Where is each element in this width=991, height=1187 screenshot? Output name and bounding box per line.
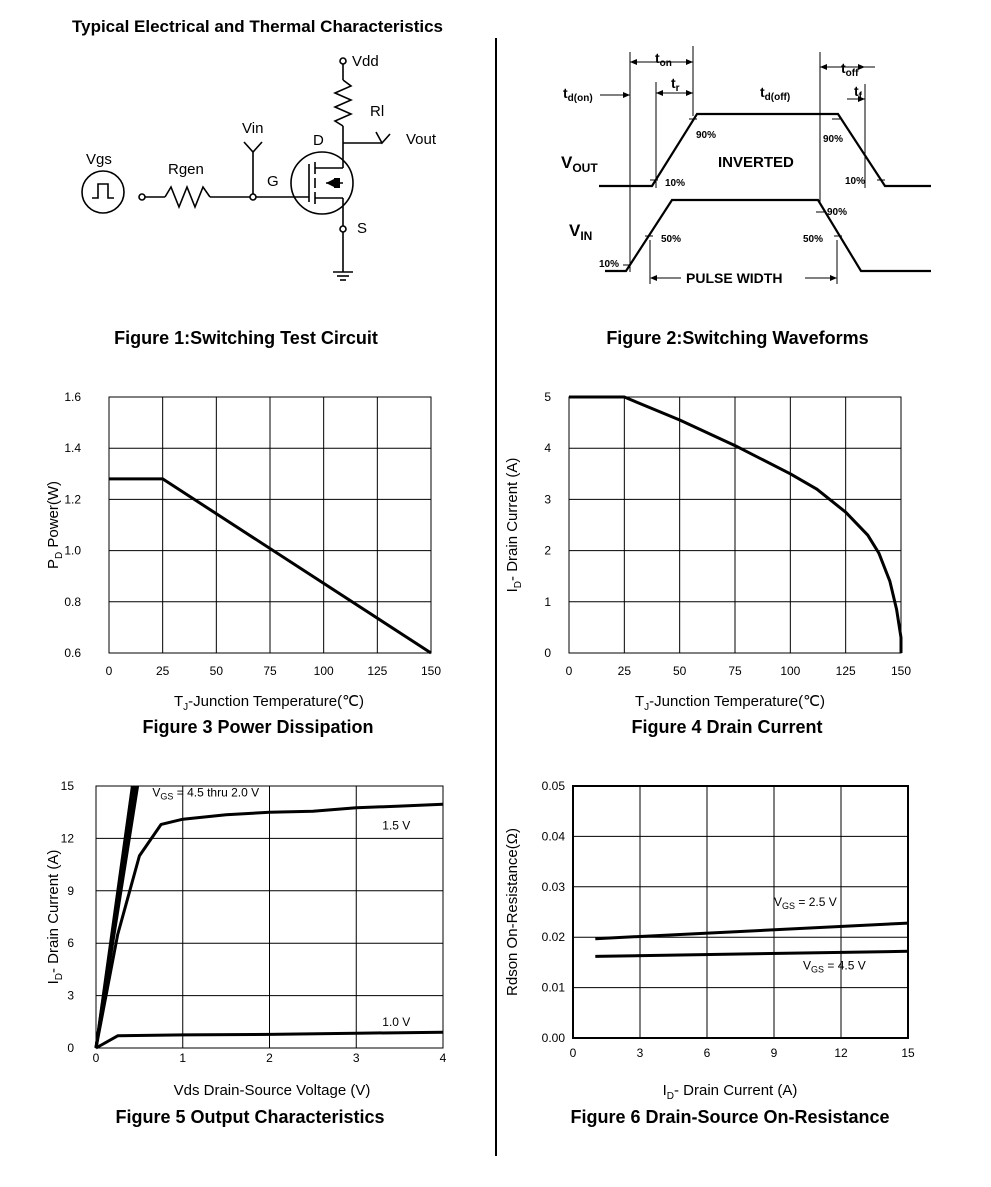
x-tick-label: 12	[834, 1046, 848, 1060]
fig4-caption: Figure 4 Drain Current	[631, 717, 823, 737]
x-tick-label: 4	[439, 1051, 447, 1065]
annotation-rest: = 4.5 V	[824, 958, 866, 973]
t-r-subscript: r	[675, 83, 680, 94]
fig4-xlabel-rest: -Junction Temperature(℃)	[649, 693, 825, 710]
svg-text:td(on)	[563, 85, 593, 104]
fig6-xlabel	[560, 1082, 900, 1102]
x-tick-label: 50	[672, 664, 687, 678]
svg-text:VIN	[569, 221, 592, 243]
annotation-sub: GS	[811, 964, 825, 975]
on-resistance-chart	[495, 770, 991, 1080]
fig3-xlabel	[108, 692, 430, 713]
x-tick-label: 75	[728, 664, 742, 678]
switching-test-circuit-diagram	[60, 40, 490, 300]
svg-text:td(off)	[760, 84, 790, 103]
annotation-main: V	[152, 785, 161, 800]
percent-50-vin-fall: 50%	[803, 234, 824, 245]
series-annotation	[803, 958, 866, 974]
x-tick-label: 50	[209, 664, 224, 678]
power-dissipation-chart	[0, 380, 495, 700]
annotation-rest: = 2.5 V	[795, 894, 837, 909]
y-tick-label: 1.4	[64, 441, 81, 456]
vin-signal-label: V	[569, 221, 581, 240]
x-tick-label: 0	[565, 664, 573, 678]
y-tick-label: 0.00	[541, 1031, 565, 1045]
x-tick-label: 25	[617, 664, 632, 678]
y-axis-label	[45, 850, 65, 985]
fig3-xlabel-rest: -Junction Temperature(℃)	[188, 693, 364, 710]
t-doff-subscript: d(off)	[764, 92, 791, 103]
x-tick-label: 100	[780, 664, 801, 678]
x-tick-label: 3	[636, 1046, 644, 1060]
x-tick-label: 125	[835, 664, 856, 678]
y-tick-label: 12	[60, 831, 74, 846]
rl-label: Rl	[370, 103, 385, 120]
drain-current-chart	[495, 380, 991, 700]
x-tick-label: 150	[420, 664, 442, 678]
x-tick-label: 2	[266, 1051, 273, 1065]
y-tick-label: 0	[67, 1041, 74, 1055]
fig5-xlabel: Vds Drain-Source Voltage (V)	[173, 1082, 371, 1099]
y-axis-label	[504, 458, 524, 593]
y-tick-label: 15	[60, 779, 74, 793]
x-tick-label: 6	[703, 1046, 711, 1060]
fig6-caption: Figure 6 Drain-Source On-Resistance	[570, 1107, 890, 1127]
x-tick-label: 125	[367, 664, 388, 678]
annotation-main: 1.5 V	[382, 818, 411, 833]
switching-waveforms-diagram	[555, 40, 945, 300]
y-axis-label-sub: D	[54, 551, 65, 560]
y-axis-label-sub: D	[54, 972, 65, 981]
series-line	[595, 951, 908, 956]
annotation-sub: GS	[782, 900, 796, 911]
t-on-label: t	[655, 50, 660, 66]
rgen-label: Rgen	[168, 161, 204, 178]
annotation-sub: GS	[160, 791, 174, 802]
vout-signal-subscript: OUT	[572, 161, 598, 175]
percent-10-vout-rise: 10%	[665, 178, 686, 189]
y-tick-label: 4	[544, 441, 551, 456]
t-f-label: t	[854, 83, 859, 99]
svg-text:tr	[671, 75, 680, 94]
vout-signal-label: V	[561, 153, 573, 172]
y-axis-label-rest: - Drain Current (A)	[45, 849, 62, 973]
annotation-main: V	[774, 894, 783, 909]
y-tick-label: 2	[544, 543, 551, 558]
y-tick-label: 5	[544, 390, 551, 404]
x-tick-label: 15	[901, 1046, 915, 1060]
x-tick-label: 150	[890, 664, 912, 678]
fig1-caption: Figure 1:Switching Test Circuit	[114, 328, 378, 348]
annotation-main: 1.0 V	[382, 1015, 411, 1030]
fig6-xlabel-sub: D	[666, 1091, 675, 1102]
x-tick-label: 9	[770, 1046, 778, 1060]
y-tick-label: 0.02	[541, 930, 565, 945]
series-annotation	[774, 895, 837, 911]
t-off-label: t	[841, 60, 846, 76]
series-annotation	[152, 785, 259, 801]
y-axis-label	[504, 828, 521, 996]
percent-90-vout-rise: 90%	[696, 130, 717, 141]
pulse-width-label: PULSE WIDTH	[686, 270, 783, 286]
plot-frame	[573, 786, 908, 1038]
gate-label: G	[267, 173, 279, 190]
x-tick-label: 75	[263, 664, 277, 678]
vin-signal-subscript: IN	[580, 229, 593, 243]
percent-90-vout-fall: 90%	[823, 134, 844, 145]
y-axis-label-main: P	[45, 559, 62, 570]
y-tick-label: 1.2	[64, 492, 81, 507]
t-f-subscript: f	[858, 91, 863, 102]
drain-label: D	[313, 132, 324, 149]
y-tick-label: 0.04	[541, 829, 565, 844]
vin-label: Vin	[242, 120, 264, 137]
annotation-rest: = 4.5 thru 2.0 V	[173, 785, 260, 800]
vout-label: Vout	[406, 131, 437, 148]
fig6-xlabel-rest: - Drain Current (A)	[674, 1082, 798, 1099]
x-tick-label: 1	[179, 1051, 187, 1065]
x-tick-label: 100	[313, 664, 334, 678]
y-axis-label-main: I	[504, 588, 521, 593]
fig3-caption: Figure 3 Power Dissipation	[142, 717, 374, 737]
vgs-label: Vgs	[86, 151, 112, 168]
t-doff-label: t	[760, 84, 765, 100]
x-tick-label: 0	[105, 664, 113, 678]
fig2-caption: Figure 2:Switching Waveforms	[606, 328, 869, 348]
fig6-xlabel-main: I	[662, 1082, 667, 1099]
y-tick-label: 0	[544, 646, 551, 660]
y-tick-label: 0.03	[541, 879, 565, 894]
output-characteristics-chart	[0, 770, 495, 1080]
x-tick-label: 3	[352, 1051, 360, 1065]
svg-text:VOUT	[561, 153, 598, 175]
fig3-xlabel-main: T	[174, 693, 184, 710]
series-annotation	[382, 819, 410, 833]
fig4-xlabel	[560, 692, 900, 713]
t-on-subscript: on	[659, 58, 672, 69]
x-tick-label: 25	[155, 664, 170, 678]
svg-text:ton	[655, 50, 672, 69]
y-tick-label: 3	[544, 492, 551, 507]
percent-10-vin-rise: 10%	[599, 259, 620, 270]
y-axis-label-rest: Power(W)	[45, 480, 62, 552]
y-tick-label: 1.0	[64, 543, 81, 558]
y-axis-label-main: I	[45, 980, 62, 985]
t-don-subscript: d(on)	[567, 93, 593, 104]
annotation-main: V	[803, 958, 812, 973]
y-tick-label: 9	[67, 883, 74, 898]
series-line	[595, 923, 908, 939]
t-off-subscript: off	[845, 68, 859, 79]
y-tick-label: 6	[67, 936, 74, 951]
fig4-xlabel-sub: J	[644, 702, 650, 713]
y-tick-label: 1	[544, 594, 551, 609]
vdd-label: Vdd	[352, 53, 379, 70]
y-tick-label: 0.01	[541, 980, 565, 995]
source-label: S	[357, 220, 368, 237]
svg-text:toff	[841, 60, 859, 79]
series-annotation	[382, 1015, 410, 1029]
t-don-label: t	[563, 85, 568, 101]
y-axis-label-sub: D	[513, 580, 524, 589]
x-tick-label: 0	[569, 1046, 577, 1060]
y-axis-label	[45, 481, 65, 569]
y-axis-label-main: Rdson On-Resistance(Ω)	[504, 828, 521, 996]
percent-50-vin-rise: 50%	[661, 234, 682, 245]
fig4-xlabel-main: T	[635, 693, 645, 710]
y-tick-label: 3	[67, 988, 74, 1003]
percent-10-vout-fall: 10%	[845, 176, 866, 187]
inverted-label: INVERTED	[718, 154, 794, 171]
y-tick-label: 0.05	[541, 779, 565, 793]
fig5-caption: Figure 5 Output Characteristics	[115, 1107, 385, 1127]
x-tick-label: 0	[92, 1051, 100, 1065]
percent-90-vin-fall: 90%	[827, 207, 848, 218]
y-tick-label: 1.6	[64, 390, 81, 404]
t-r-label: t	[671, 75, 676, 91]
y-tick-label: 0.6	[64, 646, 81, 660]
y-tick-label: 0.8	[64, 594, 81, 609]
fig3-xlabel-sub: J	[183, 702, 189, 713]
y-axis-label-rest: - Drain Current (A)	[504, 457, 521, 581]
page-title: Typical Electrical and Thermal Characteristics	[72, 17, 444, 36]
